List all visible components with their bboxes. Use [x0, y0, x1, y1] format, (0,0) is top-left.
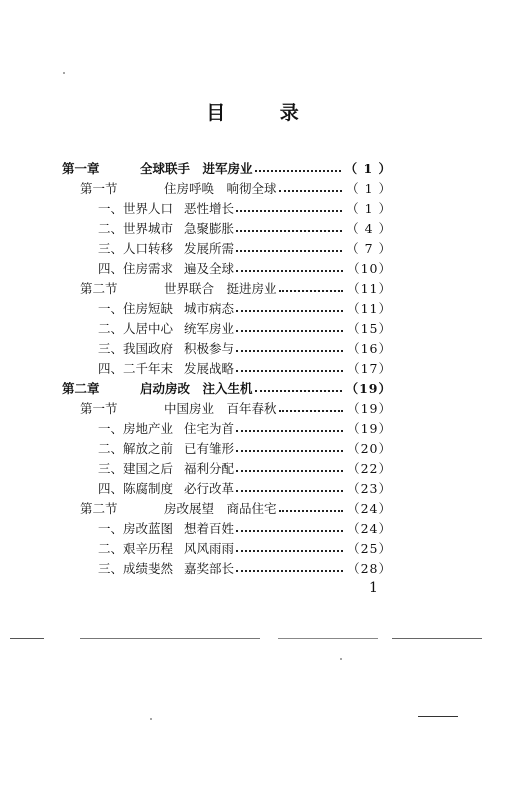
toc-page: （16） — [347, 341, 392, 356]
dot-leader — [236, 470, 343, 472]
scan-line — [392, 638, 482, 639]
dot-leader — [255, 170, 341, 172]
toc-page: （23） — [347, 481, 392, 496]
toc-label: 四、陈腐制度 — [98, 481, 174, 496]
toc-heading: 风风雨雨 — [184, 541, 235, 556]
dot-leader — [236, 450, 343, 452]
dot-leader — [279, 410, 344, 412]
scan-line — [278, 638, 378, 639]
toc-item — [98, 440, 392, 458]
toc-label: 三、我国政府 — [98, 341, 174, 356]
scan-speck — [63, 72, 65, 74]
toc-heading: 恶性增长 — [184, 201, 235, 216]
toc-page: （10） — [347, 261, 392, 276]
toc-page: （ 1 ） — [344, 161, 392, 176]
toc-page: （11） — [347, 281, 392, 296]
toc-heading: 房改展望 商品住宅 — [164, 501, 277, 516]
toc-heading: 嘉奖部长 — [184, 561, 235, 576]
scan-line — [418, 716, 458, 717]
toc-heading: 想着百姓 — [184, 521, 235, 536]
toc-label: 四、住房需求 — [98, 261, 174, 276]
dot-leader — [236, 430, 343, 432]
toc-page: （ 4 ） — [346, 221, 392, 236]
dot-leader — [236, 310, 343, 312]
toc-page: （19） — [345, 381, 392, 396]
toc-label: 二、人居中心 — [98, 321, 174, 336]
toc-page: （20） — [347, 441, 392, 456]
toc-page: （19） — [347, 421, 392, 436]
toc-heading: 必行改革 — [184, 481, 235, 496]
toc-heading: 全球联手 进军房业 — [140, 161, 253, 176]
dot-leader — [255, 390, 342, 392]
dot-leader — [236, 230, 342, 232]
toc-item — [98, 560, 392, 578]
toc-label: 三、人口转移 — [98, 241, 174, 256]
dot-leader — [236, 270, 343, 272]
toc-heading: 福利分配 — [184, 461, 235, 476]
toc-page: （ 1 ） — [346, 181, 392, 196]
toc-label: 二、世界城市 — [98, 221, 174, 236]
toc-page: （ 1 ） — [346, 201, 392, 216]
toc-page: （17） — [347, 361, 392, 376]
dot-leader — [236, 330, 343, 332]
toc-label: 一、世界人口 — [98, 201, 174, 216]
page-number: 1 — [369, 580, 378, 596]
toc-item — [98, 260, 392, 278]
toc-item — [98, 300, 392, 318]
toc-item — [98, 320, 392, 338]
toc-page: （15） — [347, 321, 392, 336]
toc-label: 第二章 — [62, 381, 100, 396]
toc-item — [98, 240, 392, 258]
toc-page: （28） — [347, 561, 392, 576]
toc-page: （19） — [347, 401, 392, 416]
toc-heading: 急聚膨胀 — [184, 221, 235, 236]
dot-leader — [236, 490, 343, 492]
toc-label: 一、房地产业 — [98, 421, 174, 436]
toc-item — [98, 520, 392, 538]
toc-heading: 城市病态 — [184, 301, 235, 316]
toc-item — [98, 340, 392, 358]
dot-leader — [236, 530, 343, 532]
toc-heading: 已有雏形 — [184, 441, 235, 456]
toc-item — [98, 460, 392, 478]
toc-heading: 发展战略 — [184, 361, 235, 376]
toc-item — [98, 220, 392, 238]
toc-page: （25） — [347, 541, 392, 556]
dot-leader — [236, 550, 343, 552]
toc-heading: 启动房改 注入生机 — [140, 381, 253, 396]
toc-page: （ 7 ） — [346, 241, 392, 256]
scan-line — [10, 638, 44, 639]
toc-label: 三、建国之后 — [98, 461, 174, 476]
toc-item — [98, 540, 392, 558]
toc-page: （24） — [347, 521, 392, 536]
toc-page: （11） — [347, 301, 392, 316]
toc-chapter — [62, 160, 392, 178]
toc-heading: 遍及全球 — [184, 261, 235, 276]
toc-label: 三、成绩斐然 — [98, 561, 174, 576]
toc-title: 目 录 — [206, 102, 323, 124]
toc-page: （24） — [347, 501, 392, 516]
toc-item — [98, 360, 392, 378]
dot-leader — [236, 370, 343, 372]
toc-label: 第一节 — [80, 401, 118, 416]
dot-leader — [279, 510, 344, 512]
dot-leader — [236, 250, 342, 252]
toc-label: 一、房改蓝图 — [98, 521, 174, 536]
dot-leader — [236, 570, 343, 572]
toc-label: 第一章 — [62, 161, 100, 176]
scan-speck — [150, 718, 152, 720]
scan-speck — [340, 658, 342, 660]
toc-heading: 中国房业 百年春秋 — [164, 401, 277, 416]
toc-item — [98, 200, 392, 218]
toc-label: 第二节 — [80, 281, 118, 296]
toc-label: 第二节 — [80, 501, 118, 516]
dot-leader — [279, 190, 343, 192]
toc-label: 二、解放之前 — [98, 441, 174, 456]
scan-line — [80, 638, 260, 639]
toc-heading: 发展所需 — [184, 241, 235, 256]
toc-heading: 住房呼唤 响彻全球 — [164, 181, 277, 196]
toc-heading: 住宅为首 — [184, 421, 235, 436]
toc-label: 第一节 — [80, 181, 118, 196]
toc-item — [98, 420, 392, 438]
toc-heading: 统军房业 — [184, 321, 235, 336]
toc-label: 四、二千年末 — [98, 361, 174, 376]
toc-section — [80, 500, 392, 518]
toc-chapter — [62, 380, 392, 398]
toc-heading: 积极参与 — [184, 341, 235, 356]
toc-section — [80, 280, 392, 298]
dot-leader — [236, 210, 342, 212]
toc-label: 二、艰辛历程 — [98, 541, 174, 556]
toc-heading: 世界联合 挺进房业 — [164, 281, 277, 296]
toc-page: （22） — [347, 461, 392, 476]
dot-leader — [279, 290, 344, 292]
toc-label: 一、住房短缺 — [98, 301, 174, 316]
toc-item — [98, 480, 392, 498]
toc-section — [80, 180, 392, 198]
dot-leader — [236, 350, 343, 352]
toc-section — [80, 400, 392, 418]
